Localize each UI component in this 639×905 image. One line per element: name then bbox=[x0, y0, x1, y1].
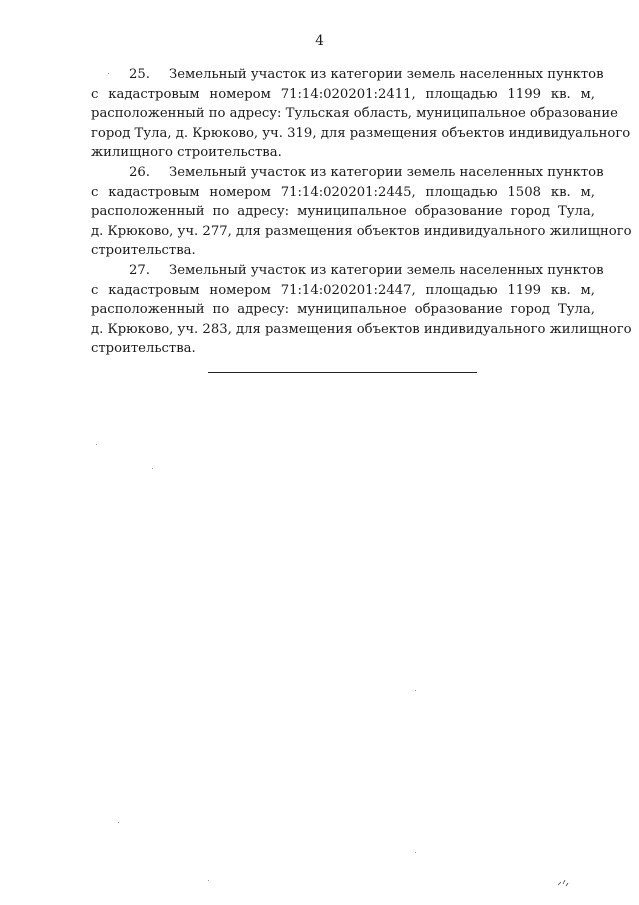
item-line bbox=[91, 261, 604, 281]
item-line: д. Крюково, уч. 277, для размещения объектов индивидуального жилищного bbox=[91, 223, 632, 239]
item-line: расположенный по адресу: муниципальное образование город Тула, bbox=[91, 204, 595, 220]
item-line: с кадастровым номером 71:14:020201:2445, площадью 1508 кв. м, bbox=[91, 184, 595, 200]
item-line: д. Крюково, уч. 283, для размещения объектов индивидуального жилищного bbox=[91, 321, 632, 337]
item-line: жилищного строительства. bbox=[91, 145, 282, 161]
scan-speck bbox=[118, 822, 119, 823]
item-line: строительства. bbox=[91, 243, 196, 259]
item-number: 25. bbox=[129, 67, 150, 82]
item-line: расположенный по адресу: муниципальное образование город Тула, bbox=[91, 302, 595, 318]
item-line: строительства. bbox=[91, 341, 196, 357]
item-line bbox=[91, 65, 604, 85]
item-text: Земельный участок из категории земель населенных пунктов bbox=[169, 67, 604, 82]
item-line bbox=[91, 163, 604, 183]
scan-speck bbox=[415, 852, 416, 853]
scan-speck bbox=[208, 880, 209, 881]
scan-speck bbox=[108, 73, 109, 74]
item-number: 27. bbox=[129, 262, 150, 278]
document-body bbox=[91, 65, 632, 359]
page-number: 4 bbox=[315, 33, 324, 49]
item-text: Земельный участок из категории земель населенных пунктов bbox=[169, 164, 604, 180]
item-text: Земельный участок из категории земель населенных пунктов bbox=[169, 262, 604, 278]
item-line: с кадастровым номером 71:14:020201:2447, площадью 1199 кв. м, bbox=[91, 282, 595, 298]
closing-rule bbox=[208, 372, 477, 373]
item-line: город Тула, д. Крюково, уч. 319, для размещения объектов индивидуального bbox=[91, 125, 631, 141]
scan-mark-icon bbox=[556, 876, 570, 888]
item-line: расположенный по адресу: Тульская область, муниципальное образование bbox=[91, 106, 618, 122]
scan-speck bbox=[96, 444, 97, 445]
item-line: с кадастровым номером 71:14:020201:2411, площадью 1199 кв. м, bbox=[91, 86, 595, 102]
item-number: 26. bbox=[129, 164, 150, 180]
list-item-25 bbox=[91, 65, 631, 163]
scan-speck bbox=[415, 690, 416, 691]
list-item-26 bbox=[91, 163, 632, 261]
list-item-27 bbox=[91, 261, 632, 359]
scan-speck bbox=[152, 468, 153, 469]
